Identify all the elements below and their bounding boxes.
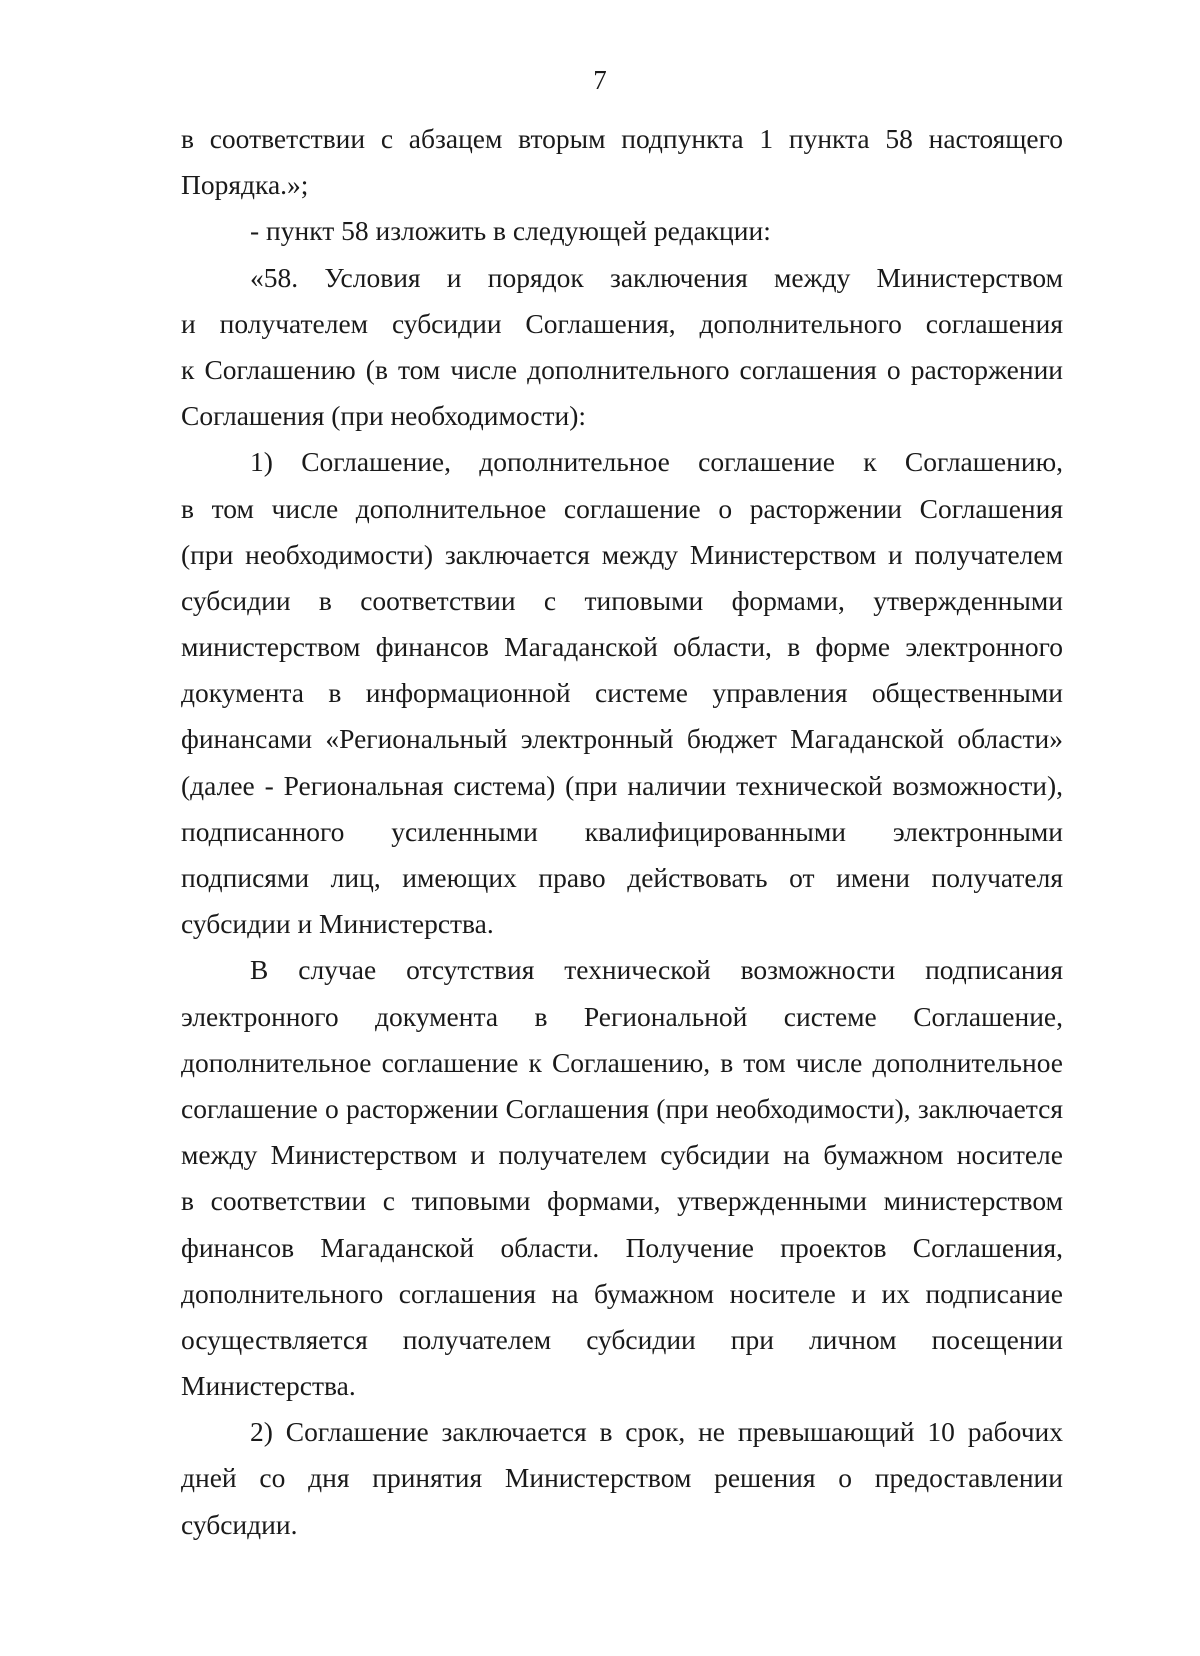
text-line: дополнительное соглашение к Соглашению, в том числе дополнительное: [181, 1046, 1063, 1078]
text-line: электронного документа в Региональной системе Соглашение,: [181, 1000, 1063, 1032]
text-line: субсидии и Министерства.: [181, 908, 494, 940]
text-line: подписанного усиленными квалифицированными электронными: [181, 815, 1063, 847]
text-line: дополнительного соглашения на бумажном носителе и их подписание: [181, 1277, 1063, 1309]
text-line: финансами «Региональный электронный бюджет Магаданской области»: [181, 723, 1063, 755]
text-line: субсидии в соответствии с типовыми формами, утвержденными: [181, 584, 1063, 616]
text-line: «58. Условия и порядок заключения между Министерством: [250, 261, 1063, 293]
text-line: в соответствии с абзацем вторым подпункта 1 пункта 58 настоящего: [181, 123, 1063, 154]
text-line: финансов Магаданской области. Получение проектов Соглашения,: [181, 1231, 1063, 1263]
text-line: Порядка.»;: [181, 169, 309, 201]
text-line: (далее - Региональная система) (при наличии технической возможности),: [181, 769, 1063, 801]
text-line: к Соглашению (в том числе дополнительного соглашения о расторжении: [181, 353, 1063, 385]
text-line: дней со дня принятия Министерством решения о предоставлении: [181, 1462, 1063, 1494]
text-line: Министерства.: [181, 1370, 356, 1402]
text-line: (при необходимости) заключается между Министерством и получателем: [181, 538, 1063, 570]
text-line: документа в информационной системе управления общественными: [181, 677, 1063, 709]
text-line: подписями лиц, имеющих право действовать от имени получателя: [181, 862, 1063, 893]
text-line: В случае отсутствия технической возможности подписания: [250, 954, 1063, 986]
text-line: между Министерством и получателем субсидии на бумажном носителе: [181, 1139, 1063, 1171]
text-line: 2) Соглашение заключается в срок, не превышающий 10 рабочих: [250, 1416, 1063, 1448]
document-body: [181, 116, 1063, 1548]
text-line: Соглашения (при необходимости):: [181, 400, 587, 432]
page-number: 7: [593, 65, 607, 95]
text-line: субсидии.: [181, 1508, 298, 1540]
text-line: соглашение о расторжении Соглашения (при необходимости), заключается: [181, 1092, 1063, 1124]
text-line: 1) Соглашение, дополнительное соглашение к Соглашению,: [250, 446, 1063, 478]
text-line: в том числе дополнительное соглашение о расторжении Соглашения: [181, 492, 1063, 524]
text-line: и получателем субсидии Соглашения, дополнительного соглашения: [181, 307, 1063, 339]
text-line: министерством финансов Магаданской области, в форме электронного: [181, 631, 1063, 663]
text-line: - пункт 58 изложить в следующей редакции:: [250, 215, 771, 247]
text-line: в соответствии с типовыми формами, утвержденными министерством: [181, 1185, 1063, 1217]
text-line: осуществляется получателем субсидии при личном посещении: [181, 1323, 1063, 1355]
